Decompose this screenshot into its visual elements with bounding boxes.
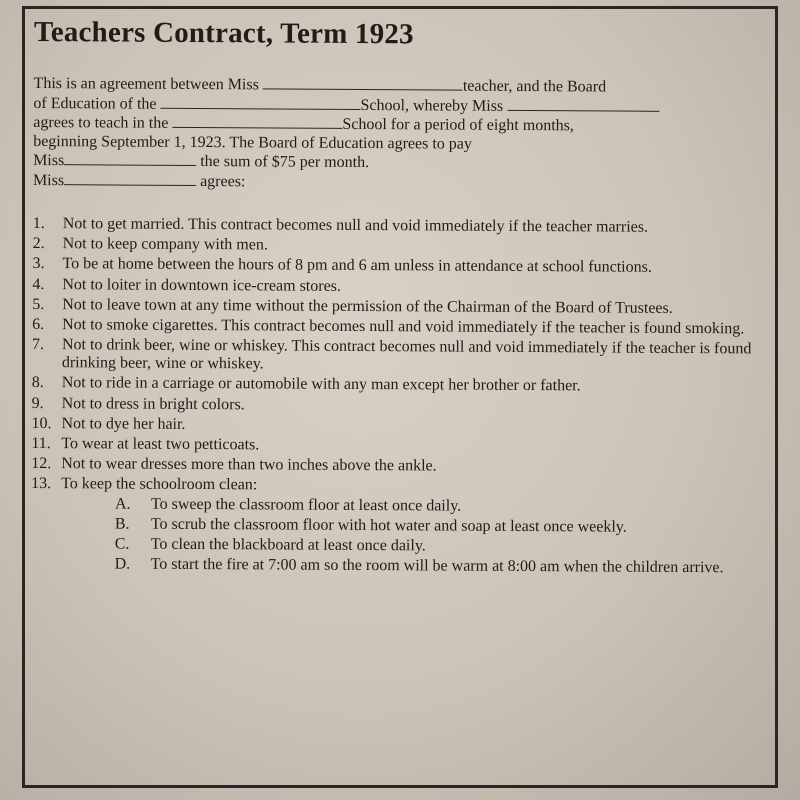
item-text: Not to smoke cigarettes. This contract becomes null and void immediately if the teacher is found smoking. [62, 316, 745, 338]
item-number: 3. [32, 255, 45, 273]
list-item [33, 235, 763, 257]
item-text: To wear at least two petticoats. [61, 435, 260, 454]
blank-miss-name [507, 96, 659, 111]
item-text: Not to leave town at any time without the permission of the Chairman of the Board of Trustees. [62, 295, 673, 317]
item-number: 5. [32, 295, 45, 313]
item-text: Not to wear dresses more than two inches above the ankle. [61, 455, 437, 475]
sub-item-letter: A. [114, 495, 131, 514]
blank-miss-name-2 [64, 151, 196, 166]
intro-text: agrees: [200, 172, 246, 190]
item-text: To keep the schoolroom clean: [61, 475, 258, 494]
intro-text: This is an agreement between Miss [33, 74, 259, 94]
list-item [31, 475, 761, 497]
item-text: Not to get married. This contract becomes null and void immediately if the teacher marries. [62, 215, 649, 236]
item-number: 2. [32, 235, 45, 253]
intro-text: School, whereby Miss [360, 96, 504, 115]
intro-text: teacher, and the Board [462, 77, 607, 96]
list-item [32, 255, 762, 277]
item-text: Not to dress in bright colors. [61, 394, 245, 413]
sub-item-text: To scrub the classroom floor with hot water and soap at least once weekly. [150, 516, 627, 537]
list-item [32, 316, 762, 338]
item-number: 9. [31, 394, 44, 412]
item-number: 6. [32, 315, 45, 334]
intro-text: School for a period of eight months, [342, 115, 574, 135]
item-number: 8. [31, 374, 44, 392]
item-text: Not to drink beer, wine or whiskey. This contract becomes null and void immediately if the teacher is found drinking beer, wine or whiskey. [61, 336, 752, 373]
list-item [32, 276, 762, 298]
intro-line-6 [33, 170, 763, 194]
item-number: 13. [31, 475, 52, 493]
blank-school-name [161, 94, 361, 109]
item-text: Not to dye her hair. [61, 414, 186, 433]
sub-list-item [31, 535, 761, 557]
item-text: Not to keep company with men. [62, 235, 268, 254]
list-item [33, 215, 763, 237]
list-item [31, 415, 761, 437]
item-number: 10. [31, 414, 52, 432]
item-number: 4. [32, 275, 45, 293]
sub-item-letter: D. [114, 555, 131, 574]
sub-item-letter: C. [114, 535, 130, 554]
intro-line-4: beginning September 1, 1923. The Board of Education agrees to pay [33, 132, 472, 153]
item-number: 11. [31, 434, 51, 452]
item-number: 1. [32, 214, 45, 233]
list-item [32, 336, 762, 376]
sub-item-text: To clean the blackboard at least once daily. [150, 536, 426, 555]
list-item [32, 296, 762, 318]
sub-item-text: To sweep the classroom floor at least once daily. [150, 496, 462, 516]
sub-item-letter: B. [114, 515, 130, 534]
intro-paragraph [33, 74, 764, 194]
item-text: Not to ride in a carriage or automobile with any man except her brother or father. [61, 374, 581, 395]
intro-text: of Education of the [33, 94, 157, 113]
intro-text: the sum of $75 per month. [200, 153, 370, 172]
sub-item-text: To start the fire at 7:00 am so the room will be warm at 8:00 am when the children arrive. [150, 556, 724, 577]
contract-document [31, 14, 764, 580]
list-item [31, 435, 761, 457]
rules-list [31, 215, 763, 578]
blank-school-name-2 [172, 114, 342, 129]
intro-text: agrees to teach in the [33, 113, 169, 132]
item-text: Not to loiter in downtown ice-cream stores. [62, 275, 341, 295]
document-title: Teachers Contract, Term 1923 [33, 15, 414, 51]
list-item [31, 455, 761, 477]
list-item [32, 394, 762, 416]
blank-miss-name-3 [64, 171, 196, 186]
item-number: 7. [31, 336, 45, 354]
item-text: To be at home between the hours of 8 pm and 6 am unless in attendance at school functions. [62, 255, 652, 277]
intro-text: Miss [32, 171, 65, 189]
intro-text: Miss [33, 151, 65, 170]
blank-teacher-name [263, 75, 463, 90]
list-item [32, 374, 762, 396]
sub-list-item [31, 495, 761, 517]
item-number: 12. [31, 455, 52, 473]
sub-list-item [31, 555, 761, 577]
sub-list-item [31, 515, 761, 537]
